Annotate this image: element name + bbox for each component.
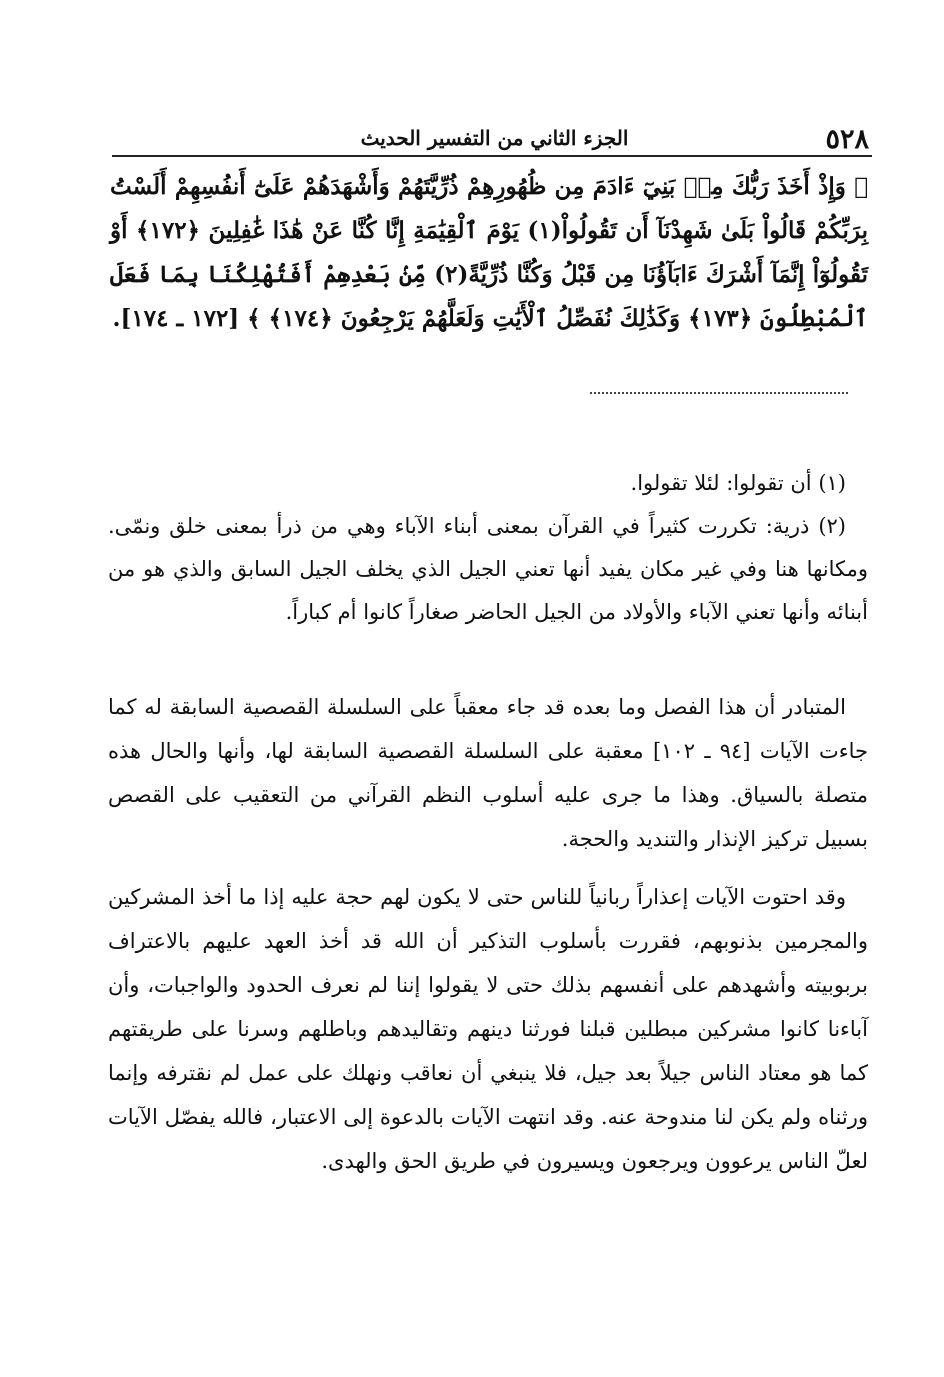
header-rule: [112, 155, 872, 157]
page-number: ٥٢٨: [825, 124, 869, 155]
paragraph-2: وقد احتوت الآيات إعذاراً ربانياً للناس حتى لا يكون لهم حجة عليه إذا ما أخذ المشركين والمجرمين بذنوبهم، فقررت بأسلوب التذكير أن الله قد أخذ العهد عليهم بالاعتراف بربوبيته وأشهدهم على أنفسهم بذلك حتى لا يقولوا إننا لم نعرف الحدود والواجبات، وأن آباءنا كانوا مشركين مبطلين قبلنا فورثنا دينهم وتقاليدهم وباطلهم وسرنا على طريقتهم كما هو معتاد الناس جيلاً بعد جيل، فلا ينبغي أن نعاقب ونهلك على عمل لم نقترفه وإنما ورثناه ولم يكن لنا مندوحة عنه. وقد انتهت الآيات بالدعوة إلى الاعتبار، فالله يفصّل الآيات لعلّ الناس يرعوون ويرجعون ويسيرون في طريق الحق والهدى.: [108, 885, 868, 1173]
commentary-body: [108, 685, 868, 1197]
footnote-1: (١) أن تقولوا: لئلا تقولوا.: [630, 471, 846, 495]
footnotes: [108, 462, 868, 634]
footnote-separator: [590, 392, 848, 394]
page-header: [120, 118, 869, 158]
quran-verse-block: ﴿ وَإِذْ أَخَذَ رَبُّكَ مِنۢ بَنِيٓ ءَادَمَ مِن ظُهُورِهِمْ ذُرِّيَّتَهُمْ وَأَشْهَدَهُمْ عَلَىٰٓ أَنفُسِهِمْ أَلَسْتُ بِرَبِّكُمْ قَالُواْ بَلَىٰ شَهِدْنَآ أَن تَقُولُواْ(١) يَوْمَ ٱلْقِيَٰمَةِ إِنَّا كُنَّا عَنْ هَٰذَا غَٰفِلِينَ ﴿١٧٢﴾ أَوْ تَقُولُوٓاْ إِنَّمَآ أَشْرَكَ ءَابَآؤُنَا مِن قَبْلُ وَكُنَّا ذُرِّيَّةً(٢) مِّنۢ بَعْدِهِمْ أَفَتُهْلِكُنَا بِمَا فَعَلَ ٱلْمُبْطِلُونَ ﴿١٧٣﴾ وَكَذَٰلِكَ نُفَصِّلُ ٱلْأَيَٰتِ وَلَعَلَّهُمْ يَرْجِعُونَ ﴿١٧٤﴾ ﴾ [١٧٢ ـ ١٧٤].: [110, 173, 869, 332]
paragraph-1: المتبادر أن هذا الفصل وما بعده قد جاء معقباً على السلسلة القصصية السابقة له كما جاءت الآيات [٩٤ ـ ١٠٢] معقبة على السلسلة القصصية السابقة لها، وأنها والحال هذه متصلة بالسياق. وهذا ما جرى عليه أسلوب النظم القرآني من التعقيب على القصص بسبيل تركيز الإنذار والتنديد والحجة.: [108, 695, 868, 851]
footnote-2: (٢) ذرية: تكررت كثيراً في القرآن بمعنى أبناء الآباء وهي من ذرأ بمعنى خلق ونمّى. ومكانها هنا وفي غير مكان يفيد أنها تعني الجيل الذي يخلف الجيل السابق والذي هو من أبنائه وأنها تعني الآباء والأولاد من الجيل الحاضر صغاراً كانوا أم كباراً.: [108, 514, 868, 624]
running-title: الجزء الثاني من التفسير الحديث: [360, 126, 629, 150]
